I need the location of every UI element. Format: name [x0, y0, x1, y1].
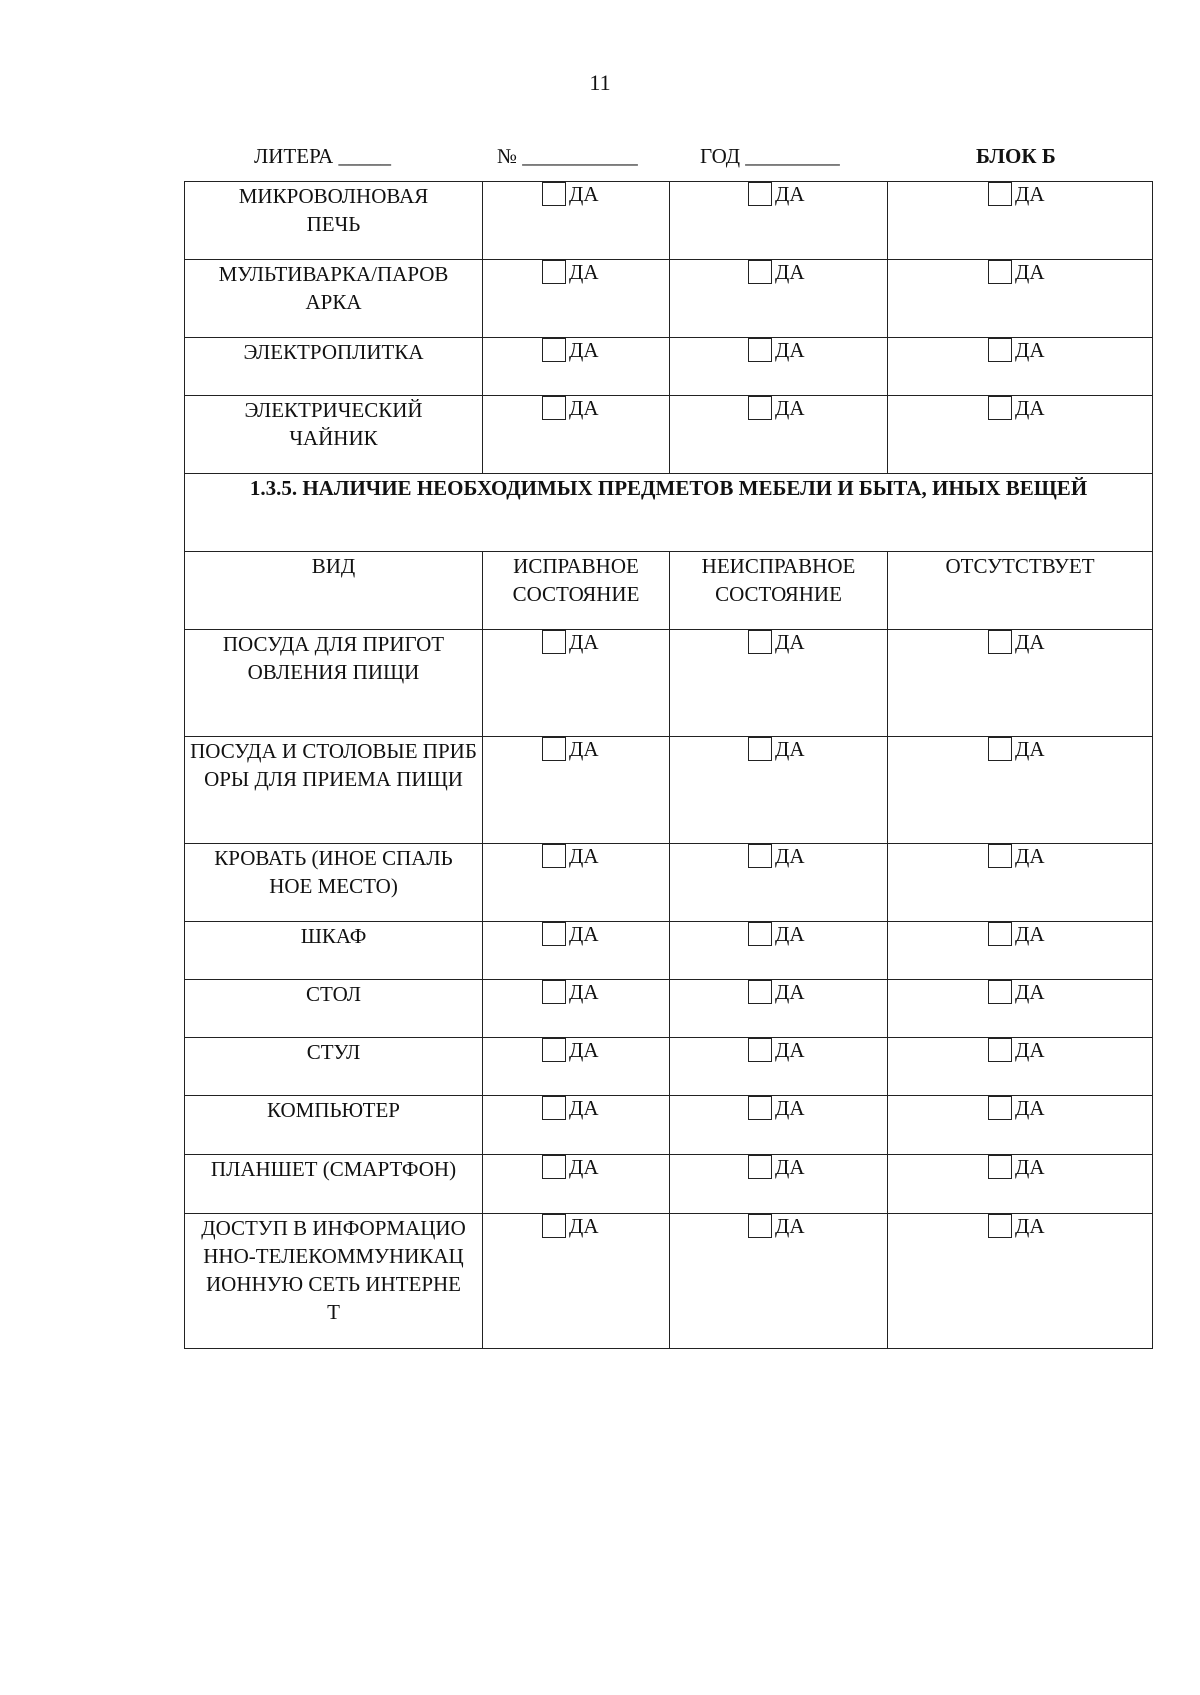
block-label: БЛОК Б — [976, 144, 1056, 168]
checkbox[interactable] — [542, 980, 566, 1004]
checkbox-option[interactable] — [670, 182, 887, 206]
checkbox-label: ДА — [775, 630, 805, 654]
checkbox-label: ДА — [569, 1038, 599, 1062]
checkbox-label: ДА — [775, 1214, 805, 1238]
checkbox[interactable] — [748, 338, 772, 362]
option-cell — [670, 1214, 888, 1349]
checkbox-option[interactable] — [888, 260, 1152, 284]
option-cell — [483, 260, 670, 338]
checkbox-label: ДА — [569, 1155, 599, 1179]
table-row — [185, 338, 1153, 396]
section-title: 1.3.5. НАЛИЧИЕ НЕОБХОДИМЫХ ПРЕДМЕТОВ МЕБЕЛИ И БЫТА, ИНЫХ ВЕЩЕЙ — [185, 474, 1153, 552]
option-cell — [670, 1096, 888, 1155]
table-row — [185, 980, 1153, 1038]
checkbox[interactable] — [748, 182, 772, 206]
checkbox-option[interactable] — [483, 338, 669, 362]
checkbox-label: ДА — [775, 737, 805, 761]
option-cell — [483, 1096, 670, 1155]
table-row — [185, 1038, 1153, 1096]
column-header-absent: ОТСУТСТВУЕТ — [888, 552, 1153, 630]
item-name: КОМПЬЮТЕР — [185, 1096, 483, 1155]
checkbox-label: ДА — [1015, 922, 1045, 946]
option-cell — [888, 737, 1153, 844]
checkbox[interactable] — [748, 260, 772, 284]
checkbox-option[interactable] — [670, 844, 887, 868]
checkbox-option[interactable] — [888, 980, 1152, 1004]
option-cell — [888, 630, 1153, 737]
checkbox-label: ДА — [775, 980, 805, 1004]
option-cell — [670, 980, 888, 1038]
checkbox-label: ДА — [775, 1096, 805, 1120]
option-cell — [670, 182, 888, 260]
option-cell — [888, 338, 1153, 396]
column-header-row — [185, 552, 1153, 630]
option-cell — [888, 1096, 1153, 1155]
checkbox-option[interactable] — [888, 922, 1152, 946]
checkbox-option[interactable] — [483, 396, 669, 420]
checkbox-label: ДА — [1015, 844, 1045, 868]
checkbox[interactable] — [542, 1038, 566, 1062]
checkbox[interactable] — [748, 844, 772, 868]
checkbox[interactable] — [542, 737, 566, 761]
checkbox-option[interactable] — [483, 1096, 669, 1120]
option-cell — [670, 260, 888, 338]
checkbox[interactable] — [542, 922, 566, 946]
table-row — [185, 1155, 1153, 1214]
checkbox-label: ДА — [1015, 1214, 1045, 1238]
table-row — [185, 260, 1153, 338]
checkbox[interactable] — [988, 737, 1012, 761]
table-row — [185, 182, 1153, 260]
option-cell — [670, 396, 888, 474]
checkbox-option[interactable] — [888, 1096, 1152, 1120]
checkbox-option[interactable] — [888, 1155, 1152, 1179]
option-cell — [483, 1038, 670, 1096]
checkbox[interactable] — [988, 1155, 1012, 1179]
item-name: СТОЛ — [185, 980, 483, 1038]
checkbox-option[interactable] — [483, 1038, 669, 1062]
item-name: ПОСУДА И СТОЛОВЫЕ ПРИБОРЫ ДЛЯ ПРИЕМА ПИЩИ — [185, 737, 483, 844]
table-row — [185, 844, 1153, 922]
inventory-table — [184, 181, 1153, 1349]
checkbox-option[interactable] — [888, 630, 1152, 654]
checkbox-label: ДА — [569, 844, 599, 868]
checkbox[interactable] — [748, 630, 772, 654]
checkbox-option[interactable] — [888, 737, 1152, 761]
checkbox-option[interactable] — [483, 980, 669, 1004]
checkbox-label: ДА — [1015, 737, 1045, 761]
checkbox-option[interactable] — [888, 338, 1152, 362]
checkbox[interactable] — [988, 844, 1012, 868]
option-cell — [670, 922, 888, 980]
checkbox-option[interactable] — [670, 260, 887, 284]
option-cell — [888, 182, 1153, 260]
checkbox-option[interactable] — [670, 737, 887, 761]
checkbox-label: ДА — [1015, 338, 1045, 362]
checkbox-label: ДА — [1015, 630, 1045, 654]
option-cell — [888, 1038, 1153, 1096]
year-field[interactable]: ГОД _________ — [700, 144, 840, 168]
checkbox-label: ДА — [775, 1155, 805, 1179]
item-name: МИКРОВОЛНОВАЯ ПЕЧЬ — [185, 182, 483, 260]
checkbox-option[interactable] — [888, 182, 1152, 206]
checkbox[interactable] — [988, 1096, 1012, 1120]
checkbox[interactable] — [988, 338, 1012, 362]
checkbox-option[interactable] — [670, 338, 887, 362]
checkbox[interactable] — [542, 182, 566, 206]
checkbox-label: ДА — [569, 1096, 599, 1120]
option-cell — [888, 1214, 1153, 1349]
checkbox-label: ДА — [1015, 1096, 1045, 1120]
checkbox-label: ДА — [569, 338, 599, 362]
checkbox-option[interactable] — [670, 1155, 887, 1179]
checkbox-option[interactable] — [888, 1214, 1152, 1238]
column-header-broken: НЕИСПРАВНОЕ СОСТОЯНИЕ — [670, 552, 888, 630]
checkbox-label: ДА — [569, 980, 599, 1004]
option-cell — [483, 922, 670, 980]
checkbox[interactable] — [748, 1038, 772, 1062]
checkbox-option[interactable] — [483, 260, 669, 284]
number-field[interactable]: № ___________ — [497, 144, 638, 168]
item-name: ЭЛЕКТРОПЛИТКА — [185, 338, 483, 396]
checkbox-option[interactable] — [670, 396, 887, 420]
item-name: ЭЛЕКТРИЧЕСКИЙ ЧАЙНИК — [185, 396, 483, 474]
checkbox[interactable] — [748, 396, 772, 420]
option-cell — [483, 844, 670, 922]
checkbox-label: ДА — [569, 737, 599, 761]
option-cell — [670, 1155, 888, 1214]
option-cell — [483, 182, 670, 260]
checkbox-label: ДА — [775, 844, 805, 868]
checkbox[interactable] — [542, 844, 566, 868]
checkbox[interactable] — [542, 630, 566, 654]
checkbox-option[interactable] — [670, 1038, 887, 1062]
page-number: 11 — [589, 70, 611, 95]
checkbox[interactable] — [988, 1038, 1012, 1062]
checkbox-label: ДА — [569, 630, 599, 654]
checkbox-option[interactable] — [670, 630, 887, 654]
table-row — [185, 922, 1153, 980]
checkbox-label: ДА — [1015, 396, 1045, 420]
checkbox-option[interactable] — [483, 922, 669, 946]
item-name: МУЛЬТИВАРКА/ПАРОВ АРКА — [185, 260, 483, 338]
checkbox[interactable] — [988, 260, 1012, 284]
option-cell — [670, 844, 888, 922]
option-cell — [888, 396, 1153, 474]
table-row — [185, 737, 1153, 844]
option-cell — [670, 1038, 888, 1096]
item-name: ДОСТУП В ИНФОРМАЦИОННО-ТЕЛЕКОММУНИКАЦИОННУЮ СЕТЬ ИНТЕРНЕТ — [185, 1214, 483, 1349]
checkbox-option[interactable] — [670, 922, 887, 946]
checkbox-label: ДА — [775, 182, 805, 206]
checkbox[interactable] — [988, 1214, 1012, 1238]
checkbox-option[interactable] — [670, 1214, 887, 1238]
option-cell — [888, 844, 1153, 922]
checkbox[interactable] — [542, 1214, 566, 1238]
checkbox[interactable] — [748, 922, 772, 946]
option-cell — [483, 737, 670, 844]
checkbox-label: ДА — [1015, 1155, 1045, 1179]
option-cell — [483, 1155, 670, 1214]
section-row — [185, 474, 1153, 552]
table-row — [185, 396, 1153, 474]
checkbox-option[interactable] — [483, 630, 669, 654]
checkbox[interactable] — [542, 1096, 566, 1120]
item-name: ШКАФ — [185, 922, 483, 980]
option-cell — [670, 630, 888, 737]
checkbox[interactable] — [542, 1155, 566, 1179]
checkbox-label: ДА — [1015, 260, 1045, 284]
checkbox[interactable] — [542, 260, 566, 284]
checkbox-option[interactable] — [483, 844, 669, 868]
option-cell — [483, 980, 670, 1038]
checkbox[interactable] — [748, 1096, 772, 1120]
option-cell — [888, 1155, 1153, 1214]
item-name: ПОСУДА ДЛЯ ПРИГОТОВЛЕНИЯ ПИЩИ — [185, 630, 483, 737]
item-name: ПЛАНШЕТ (СМАРТФОН) — [185, 1155, 483, 1214]
item-name: СТУЛ — [185, 1038, 483, 1096]
item-name: КРОВАТЬ (ИНОЕ СПАЛЬНОЕ МЕСТО) — [185, 844, 483, 922]
checkbox-label: ДА — [569, 182, 599, 206]
checkbox-label: ДА — [775, 260, 805, 284]
option-cell — [483, 338, 670, 396]
checkbox[interactable] — [748, 1214, 772, 1238]
table-row — [185, 630, 1153, 737]
option-cell — [888, 260, 1153, 338]
checkbox-label: ДА — [569, 922, 599, 946]
checkbox[interactable] — [542, 338, 566, 362]
checkbox-option[interactable] — [888, 844, 1152, 868]
option-cell — [483, 630, 670, 737]
checkbox-option[interactable] — [670, 1096, 887, 1120]
checkbox[interactable] — [988, 182, 1012, 206]
column-header-working: ИСПРАВНОЕ СОСТОЯНИЕ — [483, 552, 670, 630]
checkbox-label: ДА — [1015, 182, 1045, 206]
option-cell — [483, 396, 670, 474]
checkbox-label: ДА — [1015, 1038, 1045, 1062]
table-row — [185, 1096, 1153, 1155]
option-cell — [670, 338, 888, 396]
checkbox-option[interactable] — [888, 1038, 1152, 1062]
checkbox-label: ДА — [775, 396, 805, 420]
option-cell — [483, 1214, 670, 1349]
litera-field[interactable]: ЛИТЕРА _____ — [254, 144, 391, 168]
checkbox[interactable] — [988, 630, 1012, 654]
checkbox[interactable] — [748, 737, 772, 761]
checkbox-label: ДА — [775, 922, 805, 946]
checkbox[interactable] — [542, 396, 566, 420]
checkbox-option[interactable] — [670, 980, 887, 1004]
checkbox-option[interactable] — [483, 737, 669, 761]
table-row — [185, 1214, 1153, 1349]
checkbox-label: ДА — [569, 260, 599, 284]
checkbox-label: ДА — [1015, 980, 1045, 1004]
checkbox-label: ДА — [569, 1214, 599, 1238]
checkbox[interactable] — [988, 396, 1012, 420]
checkbox[interactable] — [748, 1155, 772, 1179]
column-header-type: ВИД — [185, 552, 483, 630]
option-cell — [670, 737, 888, 844]
option-cell — [888, 980, 1153, 1038]
checkbox[interactable] — [748, 980, 772, 1004]
checkbox-label: ДА — [775, 338, 805, 362]
checkbox-label: ДА — [569, 396, 599, 420]
checkbox-option[interactable] — [483, 1155, 669, 1179]
option-cell — [888, 922, 1153, 980]
checkbox-option[interactable] — [483, 182, 669, 206]
checkbox-label: ДА — [775, 1038, 805, 1062]
checkbox[interactable] — [988, 922, 1012, 946]
checkbox-option[interactable] — [888, 396, 1152, 420]
checkbox[interactable] — [988, 980, 1012, 1004]
checkbox-option[interactable] — [483, 1214, 669, 1238]
